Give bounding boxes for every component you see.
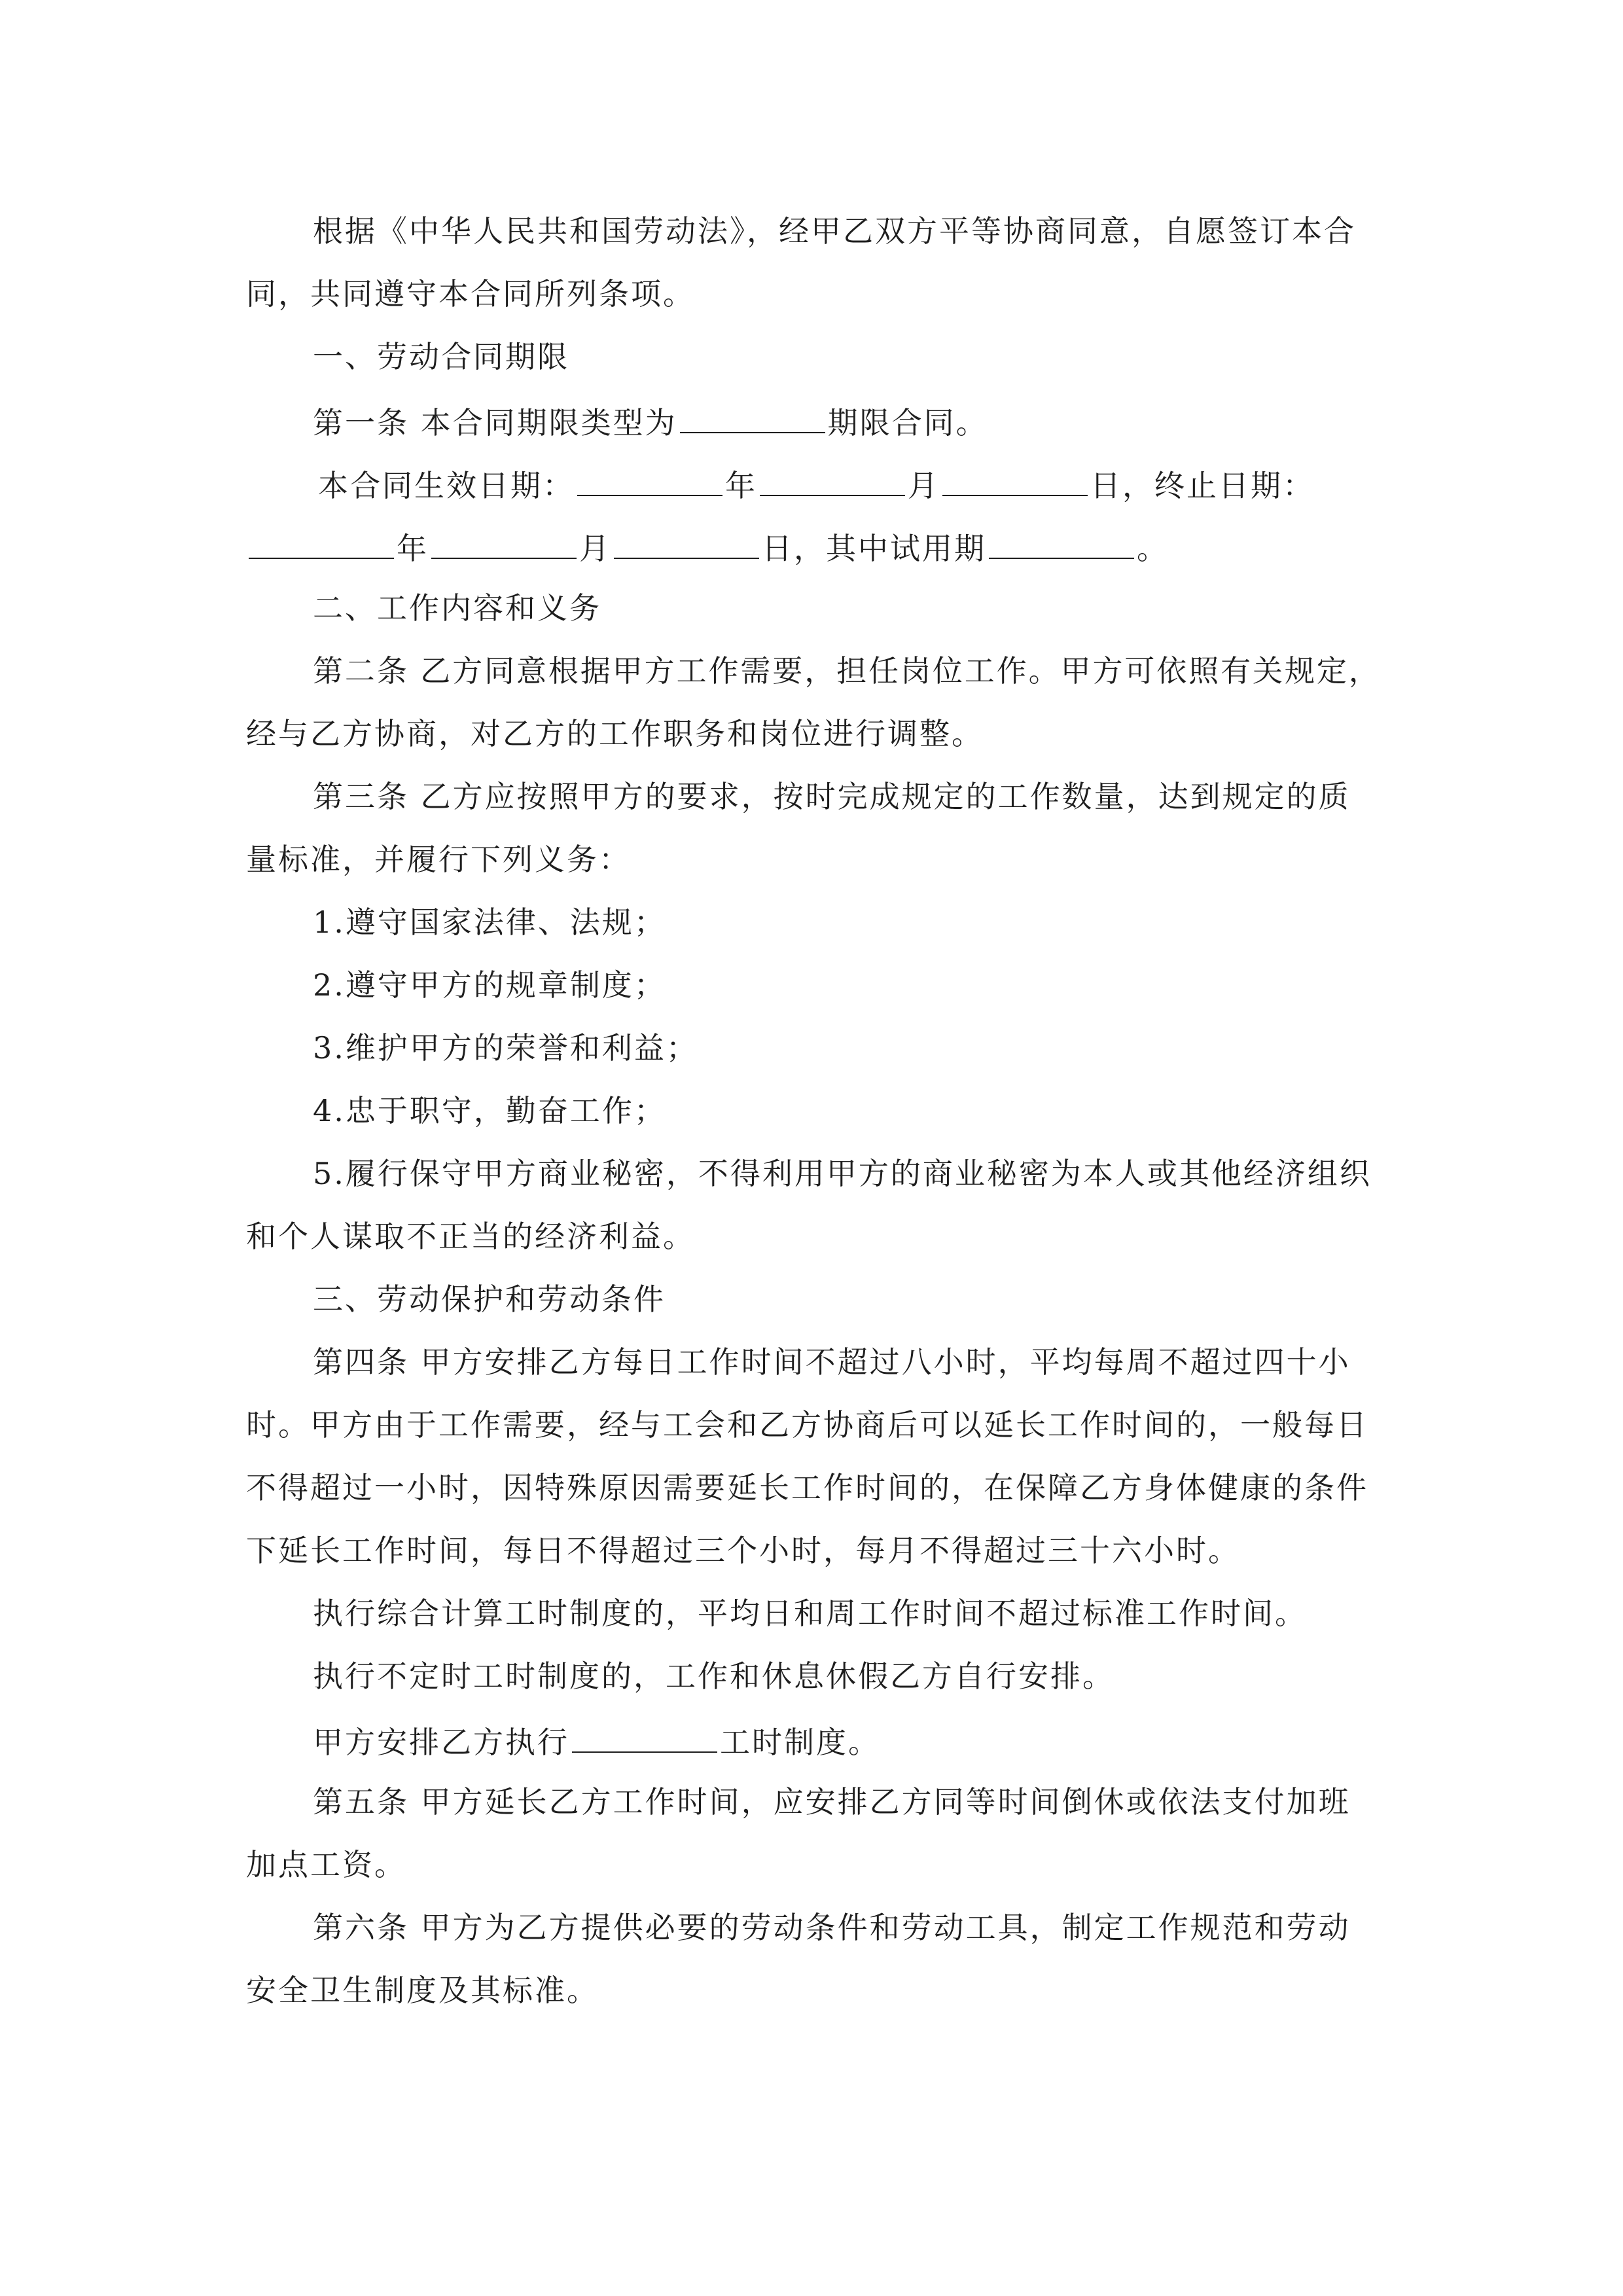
article-3-line-1: 第三条 乙方应按照甲方的要求，按时完成规定的工作数量，达到规定的质	[313, 779, 1351, 814]
start-day-blank	[942, 467, 1088, 496]
duty-item-3: 3.维护甲方的荣誉和利益；	[313, 1030, 698, 1066]
section-heading-3: 三、劳动保护和劳动条件	[313, 1282, 666, 1317]
article-4-line-2: 时。甲方由于工作需要，经与工会和乙方协商后可以延长工作时间的，一般每日	[246, 1407, 1368, 1443]
article-4-line-1: 第四条 甲方安排乙方每日工作时间不超过八小时，平均每周不超过四十小	[313, 1344, 1351, 1380]
section-heading-2: 二、工作内容和义务	[313, 590, 601, 626]
duty-item-4: 4.忠于职守，勤奋工作；	[313, 1093, 666, 1128]
probation-blank	[989, 530, 1134, 559]
end-month-blank	[431, 530, 577, 559]
end-year-blank	[249, 530, 394, 559]
start-year-blank	[577, 467, 722, 496]
article-6-line-2: 安全卫生制度及其标准。	[246, 1973, 599, 2008]
intro-line-2: 同，共同遵守本合同所列条项。	[246, 276, 695, 312]
article-1: 第一条 本合同期限类型为 期限合同。	[313, 405, 988, 440]
comprehensive-hours-line: 执行综合计算工时制度的，平均日和周工作时间不超过标准工作时间。	[313, 1596, 1307, 1631]
article-3-line-2: 量标准，并履行下列义务：	[246, 842, 631, 877]
start-month-blank	[760, 467, 905, 496]
intro-line-1: 根据《中华人民共和国劳动法》，经甲乙双方平等协商同意，自愿签订本合	[313, 213, 1356, 249]
article-6-line-1: 第六条 甲方为乙方提供必要的劳动条件和劳动工具，制定工作规范和劳动	[313, 1910, 1351, 1945]
work-hours-system-line: 甲方安排乙方执行 工时制度。	[313, 1725, 880, 1760]
article-4-line-3: 不得超过一小时，因特殊原因需要延长工作时间的，在保障乙方身体健康的条件	[246, 1470, 1368, 1505]
article-4-line-4: 下延长工作时间，每日不得超过三个小时，每月不得超过三十六小时。	[246, 1533, 1240, 1568]
article-5-line-2: 加点工资。	[246, 1847, 406, 1882]
article-5-line-1: 第五条 甲方延长乙方工作时间，应安排乙方同等时间倒休或依法支付加班	[313, 1784, 1351, 1820]
duty-item-5-line-2: 和个人谋取不正当的经济利益。	[246, 1219, 695, 1254]
end-date-line: 年 月 日，其中试用期 。	[246, 530, 1169, 564]
duty-item-1: 1.遵守国家法律、法规；	[313, 905, 666, 940]
flexible-hours-line: 执行不定时工时制度的，工作和休息休假乙方自行安排。	[313, 1659, 1115, 1694]
article-2-line-2: 经与乙方协商，对乙方的工作职务和岗位进行调整。	[246, 716, 984, 751]
section-heading-1: 一、劳动合同期限	[313, 339, 569, 374]
contract-type-blank	[680, 404, 825, 433]
effective-date-line: 本合同生效日期： 年 月 日，终止日期：	[318, 468, 1315, 503]
hours-system-blank	[572, 1724, 717, 1753]
article-2-line-1: 第二条 乙方同意根据甲方工作需要，担任岗位工作。甲方可依照有关规定，	[313, 653, 1381, 689]
duty-item-2: 2.遵守甲方的规章制度；	[313, 967, 666, 1003]
end-day-blank	[614, 530, 759, 559]
duty-item-5-line-1: 5.履行保守甲方商业秘密，不得利用甲方的商业秘密为本人或其他经济组织	[313, 1156, 1372, 1191]
